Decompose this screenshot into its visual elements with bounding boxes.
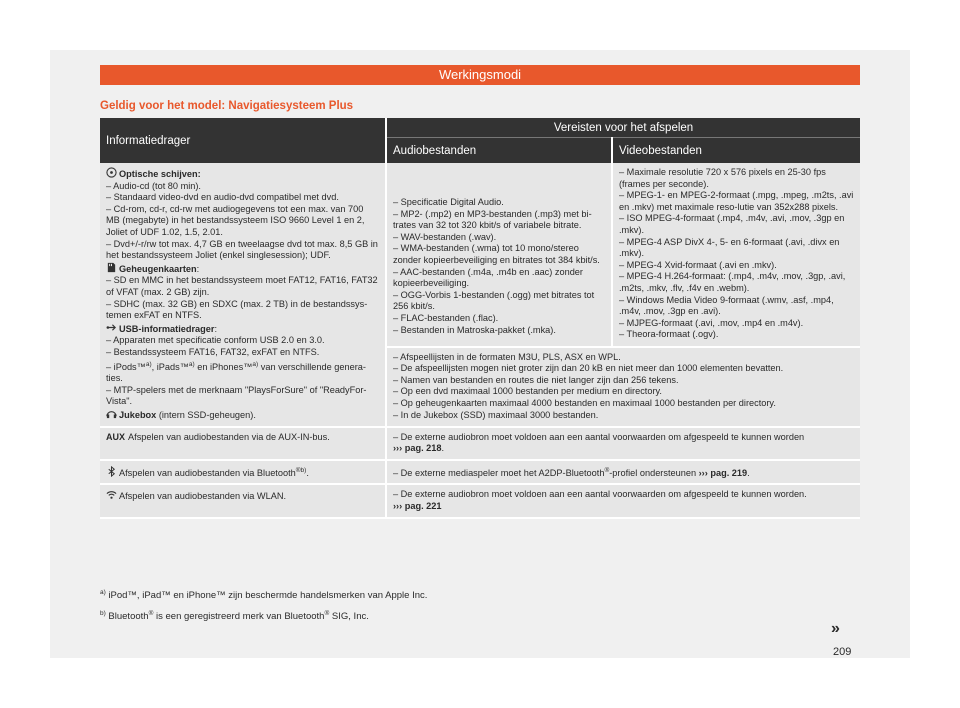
wlan-label-cell bbox=[100, 484, 386, 517]
video-line: – Maximale resolutie 720 x 576 pixels en 25-30 fps (frames per seconde). bbox=[619, 167, 826, 189]
bluetooth-req-cell: – De externe mediaspeler moet het A2DP-Bluetooth®-profiel ondersteunen ››› pag. 219. bbox=[386, 460, 860, 485]
usb-line: – Apparaten met specificatie conform USB 2.0 en 3.0. bbox=[106, 335, 325, 346]
memory-line: – SDHC (max. 32 GB) en SDXC (max. 2 TB) in de bestandssys-temen exFAT en NTFS. bbox=[106, 298, 368, 321]
audio-cell bbox=[386, 163, 612, 347]
video-line: – MPEG-4 Xvid-formaat (.avi en .mkv). bbox=[619, 259, 777, 270]
video-line: – ISO MPEG-4-formaat (.mp4, .m4v, .avi, .mov, .3gp en .mkv). bbox=[619, 213, 845, 235]
playlist-line: – In de Jukebox (SSD) maximaal 3000 bestanden. bbox=[393, 409, 599, 420]
bluetooth-label-cell: Afspelen van audiobestanden via Bluetooth$^{®b)}$. bbox=[100, 460, 386, 485]
optical-line: – Dvd+/-r/rw tot max. 4,7 GB en tweelaagse dvd tot max. 8,5 GB in het bestandssysteem Joliet (enkel singlesession); UDF. bbox=[106, 238, 378, 261]
audio-line: – Specificatie Digital Audio. bbox=[393, 197, 504, 207]
aux-req-cell: – De externe audiobron moet voldoen aan een aantal voorwaarden om afgespeeld te kunnen worden ››› pag. 218. bbox=[386, 427, 860, 460]
video-line: – Windows Media Video 9-formaat (.wmv, .asf, .mp4, .m4v, .mov, .3gp en .avi). bbox=[619, 294, 834, 317]
footnotes bbox=[100, 586, 427, 628]
memory-title: Geheugenkaarten bbox=[119, 263, 197, 274]
header-audio: Audiobestanden bbox=[386, 138, 612, 164]
memory-line: – SD en MMC in het bestandssysteem moet FAT12, FAT16, FAT32 of VFAT (max. 2 GB) zijn. bbox=[106, 275, 378, 297]
optical-title: Optische schijven: bbox=[119, 169, 201, 179]
ipod-line: – iPods™$^{a)}$, iPads™$^{a)}$ en iPhones™$^{a)}$ van verschillende genera-ties. bbox=[106, 360, 366, 384]
memory-card-icon bbox=[106, 262, 117, 273]
playlist-line: – Op geheugenkaarten maximaal 4000 bestanden en maximaal 1000 bestanden per directory. bbox=[393, 398, 776, 409]
validity-subtitle: Geldig voor het model: Navigatiesysteem Plus bbox=[100, 100, 354, 112]
aux-label-cell bbox=[100, 427, 386, 460]
video-line: – Theora-formaat (.ogv). bbox=[619, 329, 719, 340]
aux-requirement: – De externe audiobron moet voldoen aan een aantal voorwaarden om afgespeeld te kunnen worden bbox=[393, 431, 805, 442]
optical-line: – Cd-rom, cd-r, cd-rw met audiogegevens tot een max. van 700 MB (megabyte) in het bestandssysteem ISO 9660 Level 1 en 2, Joliet of UDF 1.02, 1.5, 2.01. bbox=[106, 203, 365, 237]
playlist-cell bbox=[386, 347, 860, 427]
table-row-bluetooth bbox=[100, 460, 860, 485]
audio-line: – AAC-bestanden (.m4a, .m4b en .aac) zonder kopieerbeveiliging. bbox=[393, 266, 583, 289]
optical-line: – Standaard video-dvd en audio-dvd compatibel met dvd. bbox=[106, 192, 339, 203]
aux-page-link[interactable]: ››› pag. 218 bbox=[393, 443, 442, 454]
mtp-line: – MTP-spelers met de merknaam "PlaysForSure" of "ReadyFor-Vista". bbox=[106, 384, 367, 407]
playlist-line: – Namen van bestanden en routes die niet langer zijn dan 256 tekens. bbox=[393, 374, 679, 385]
audio-line: – Bestanden in Matroska-pakket (.mka). bbox=[393, 324, 556, 335]
jukebox-title: Jukebox bbox=[119, 409, 157, 420]
page-number: 209 bbox=[833, 646, 852, 658]
bluetooth-requirement: – De externe mediaspeler moet het A2DP-Bluetooth bbox=[393, 467, 605, 478]
audio-line: – MP2- (.mp2) en MP3-bestanden (.mp3) met bi-trates van 32 tot 320 kbit/s of variabele bitrate. bbox=[393, 208, 592, 231]
jukebox-text: (intern SSD-geheugen). bbox=[156, 409, 256, 420]
table-row-media bbox=[100, 163, 860, 347]
media-cell: Optische schijven: – Audio-cd (tot 80 min). – Standaard video-dvd en audio-dvd compatibel met dvd. – Cd-rom, cd-r, cd-rw met audiogegevens tot een max. van 700 MB (megabyte) in het bestandssysteem ISO 9660 Level 1 en 2, Joliet of UDF 1.02, 1.5, 2.01. – Dvd+/-r/rw tot max. 4,7 GB en tweelaagse dvd tot max. 8,5 GB in het bestandssysteem Joliet (enkel singlesession); UDF. Geheugenkaarten: – SD en MMC in het bestandssysteem moet FAT12, FAT16, FAT32 of VFAT (max. 2 GB) zijn. – SDHC (max. 32 GB) en SDXC (max. 2 TB) in de bestandssys-temen exFAT en NTFS. USB-informatiedrager: – Apparaten met specificatie conform USB 2.0 en 3.0. – Bestandssysteem FAT16, FAT32, exFAT en NTFS. – iPods™$^{a)}$, iPads™$^{a)}$ en iPhones™$^{a)}$ van verschillende genera-ties. – MTP-spelers met de merknaam "PlaysForSure" of "ReadyFor-Vista". Jukebox (intern SSD-geheugen). bbox=[100, 163, 386, 427]
video-line: – MPEG-4 H.264-formaat: (.mp4, .m4v, .mov, .3gp, .avi, .m2ts, .mkv, .flv, .f4v en .webm). bbox=[619, 271, 846, 293]
optical-line: – Audio-cd (tot 80 min). bbox=[106, 180, 201, 191]
table-row-wlan bbox=[100, 484, 860, 517]
header-info-carrier: Informatiedrager bbox=[100, 118, 386, 163]
header-video: Videobestanden bbox=[612, 138, 860, 164]
wlan-requirement: – De externe audiobron moet voldoen aan een aantal voorwaarden om afgespeeld te kunnen worden. bbox=[393, 489, 807, 500]
playlist-line: – De afspeellijsten mogen niet groter zijn dan 20 kB en niet meer dan 1000 elementen bevatten. bbox=[393, 363, 784, 374]
video-line: – MPEG-4 ASP DivX 4-, 5- en 6-formaat (.avi, .divx en .mkv). bbox=[619, 236, 840, 259]
video-line: – MPEG-1- en MPEG-2-formaat (.mpg, .mpeg, .m2ts, .avi en .mkv) met maximale reso-lutie van 352x288 pixels. bbox=[619, 190, 854, 212]
bluetooth-icon bbox=[106, 466, 117, 477]
audio-line: – WMA-bestanden (.wma) tot 10 mono/stereo zonder kopieerbeveiliging en bitrates tot 384 kbit/s. bbox=[393, 243, 600, 265]
audio-line: – OGG-Vorbis 1-bestanden (.ogg) met bitrates tot 256 kbit/s. bbox=[393, 289, 595, 312]
playlist-line: – Afspeellijsten in de formaten M3U, PLS, ASX en WPL. bbox=[393, 351, 621, 362]
wlan-page-link[interactable]: ››› pag. 221 bbox=[393, 500, 442, 511]
usb-title: USB-informatiedrager bbox=[119, 323, 215, 334]
aux-label: Afspelen van audiobestanden via de AUX-IN-bus. bbox=[128, 431, 330, 442]
usb-icon bbox=[106, 322, 117, 333]
wlan-req-cell bbox=[386, 484, 860, 517]
footnote-b: $^{b)}$ Bluetooth® is een geregistreerd merk van Bluetooth® SIG, Inc. bbox=[100, 610, 369, 623]
bluetooth-label: Afspelen van audiobestanden via Bluetooth bbox=[119, 467, 296, 478]
jukebox-icon bbox=[106, 408, 117, 419]
disc-icon bbox=[106, 167, 117, 178]
video-line: – MJPEG-formaat (.avi, .mov, .mp4 en .m4v). bbox=[619, 317, 804, 328]
usb-line: – Bestandssysteem FAT16, FAT32, exFAT en NTFS. bbox=[106, 346, 320, 357]
wlan-label: Afspelen van audiobestanden via WLAN. bbox=[119, 491, 287, 502]
section-header bbox=[100, 65, 860, 85]
aux-icon: AUX bbox=[106, 431, 126, 442]
section-title: Werkingsmodi bbox=[438, 67, 522, 82]
audio-line: – WAV-bestanden (.wav). bbox=[393, 231, 497, 242]
table-header-row bbox=[100, 118, 860, 138]
video-cell bbox=[612, 163, 860, 347]
requirements-table bbox=[100, 118, 860, 519]
table-row-aux bbox=[100, 427, 860, 460]
continue-marker: » bbox=[831, 620, 840, 637]
header-requirements: Vereisten voor het afspelen bbox=[386, 118, 860, 138]
footnote-a: $^{a)}$ iPod™, iPad™ en iPhone™ zijn beschermde handelsmerken van Apple Inc. bbox=[100, 589, 428, 602]
bluetooth-page-link[interactable]: ››› pag. 219 bbox=[698, 467, 748, 478]
wifi-icon bbox=[106, 489, 117, 500]
playlist-line: – Op een dvd maximaal 1000 bestanden per medium en directory. bbox=[393, 386, 662, 397]
audio-line: – FLAC-bestanden (.flac). bbox=[393, 312, 499, 323]
